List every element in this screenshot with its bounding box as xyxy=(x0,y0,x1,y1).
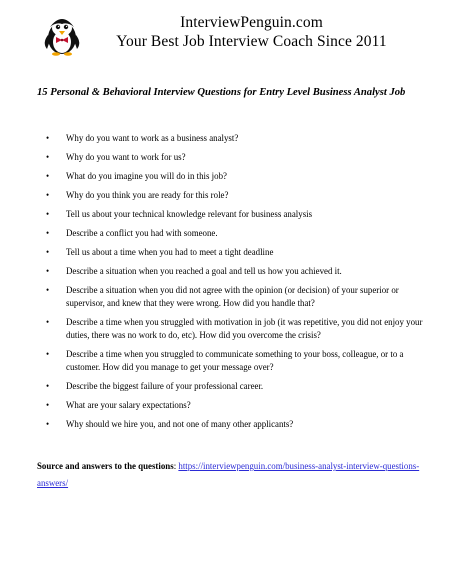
question-text: Describe a time when you struggled with motivation in job (it was repetitive, you did not enjoy your duties, there was no work to do, etc). How did you overcome the crisis? xyxy=(66,317,423,340)
page-header xyxy=(0,0,463,70)
question-text: Tell us about a time when you had to meet a tight deadline xyxy=(66,247,274,257)
bullet-icon: • xyxy=(46,171,50,181)
question-text: Describe a situation when you did not agree with the opinion (or decision) of your superior or supervisor, and knew that they were wrong. How did you handle that? xyxy=(66,285,399,308)
question-text: Describe a conflict you had with someone. xyxy=(66,228,218,238)
question-text: What are your salary expectations? xyxy=(66,400,191,410)
question-text: Describe a time when you struggled to communicate something to your boss, colleague, or to a customer. How did you manage to get your message over? xyxy=(66,349,404,372)
bullet-icon: • xyxy=(46,419,50,429)
list-item xyxy=(44,399,429,412)
source-section xyxy=(37,458,427,492)
bullet-icon: • xyxy=(46,285,50,295)
site-name: InterviewPenguin.com xyxy=(180,14,323,31)
list-item xyxy=(44,170,429,183)
list-item xyxy=(44,284,429,310)
question-text: Describe the biggest failure of your professional career. xyxy=(66,381,264,391)
question-text: Tell us about your technical knowledge relevant for business analysis xyxy=(66,209,313,219)
source-link[interactable]: https://interviewpenguin.com/business-analyst-interview-questions-answers/ xyxy=(37,461,420,488)
question-text: Why do you want to work for us? xyxy=(66,152,186,162)
bullet-icon: • xyxy=(46,266,50,276)
question-text: Why should we hire you, and not one of many other applicants? xyxy=(66,419,294,429)
list-item xyxy=(44,380,429,393)
bullet-icon: • xyxy=(46,381,50,391)
bullet-icon: • xyxy=(46,349,50,359)
question-list xyxy=(44,132,429,437)
list-item xyxy=(44,132,429,145)
document-title: 15 Personal & Behavioral Interview Questions for Entry Level Business Analyst Job xyxy=(37,87,406,98)
source-label: Source and answers to the questions xyxy=(37,461,174,471)
list-item xyxy=(44,348,429,374)
bullet-icon: • xyxy=(46,190,50,200)
site-tagline: Your Best Job Interview Coach Since 2011 xyxy=(116,33,387,50)
bullet-icon: • xyxy=(46,228,50,238)
bullet-icon: • xyxy=(46,152,50,162)
bullet-icon: • xyxy=(46,317,50,327)
question-text: What do you imagine you will do in this job? xyxy=(66,171,227,181)
list-item xyxy=(44,316,429,342)
list-item xyxy=(44,189,429,202)
bullet-icon: • xyxy=(46,209,50,219)
bullet-icon: • xyxy=(46,247,50,257)
bullet-icon: • xyxy=(46,133,50,143)
source-separator: : xyxy=(173,461,179,471)
question-text: Describe a situation when you reached a goal and tell us how you achieved it. xyxy=(66,266,342,276)
bullet-icon: • xyxy=(46,400,50,410)
list-item xyxy=(44,418,429,431)
question-text: Why do you think you are ready for this role? xyxy=(66,190,229,200)
question-text: Why do you want to work as a business analyst? xyxy=(66,133,239,143)
list-item xyxy=(44,151,429,164)
list-item xyxy=(44,246,429,259)
list-item xyxy=(44,227,429,240)
list-item xyxy=(44,208,429,221)
list-item xyxy=(44,265,429,278)
